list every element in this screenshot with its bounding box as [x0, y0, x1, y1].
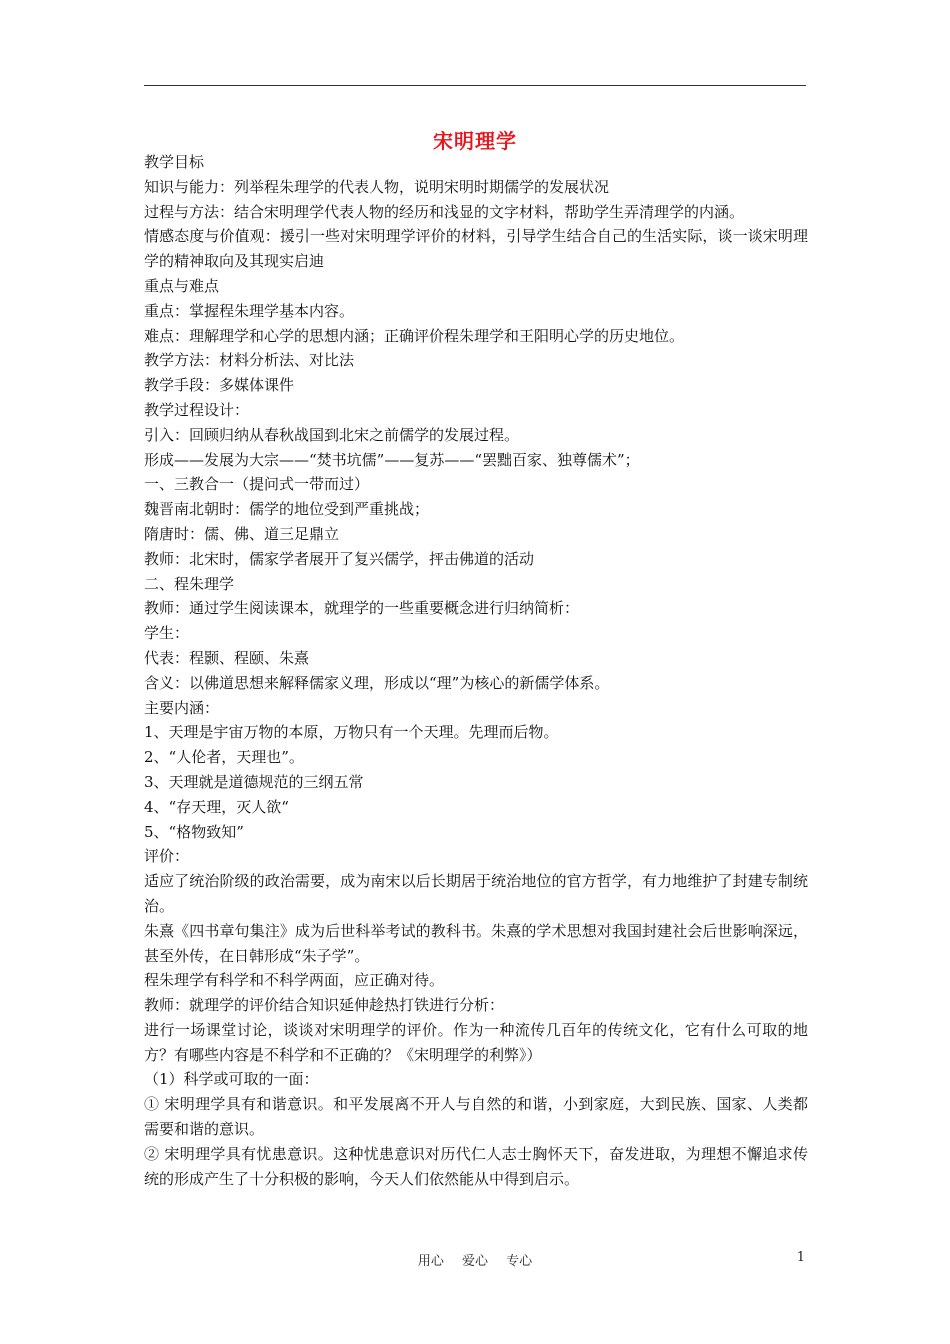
paragraph: 5、“格物致知” [144, 822, 244, 841]
paragraph: 程朱理学有科学和不科学两面，应正确对待。 [144, 971, 445, 990]
paragraph: 朱熹《四书章句集注》成为后世科举考试的教科书。朱熹的学术思想对我国封建社会后世影响深远，甚至外传，在日韩形成“朱子学”。 [144, 921, 808, 965]
paragraph: 评价： [144, 847, 190, 866]
paragraph: 教学过程设计： [144, 400, 250, 419]
paragraph: 重点与难点 [144, 276, 220, 295]
paragraph: 重点：掌握程朱理学基本内容。 [144, 301, 355, 320]
paragraph: 引入：回顾归纳从春秋战国到北宋之前儒学的发展过程。 [144, 425, 520, 444]
paragraph: 教学目标 [144, 153, 205, 171]
paragraph: 隋唐时：儒、佛、道三足鼎立 [144, 524, 340, 543]
paragraph: 代表：程颢、程颐、朱熹 [144, 648, 310, 667]
paragraph: 教学方法：材料分析法、对比法 [144, 351, 355, 370]
paragraph: 适应了统治阶级的政治需要，成为南宋以后长期居于统治地位的官方哲学，有力地维护了封建专制统治。 [144, 872, 808, 915]
paragraph: 二、程朱理学 [144, 574, 235, 593]
paragraph: ① 宋明理学具有和谐意识。和平发展离不开人与自然的和谐，小到家庭，大到民族、国家、人类都需要和谐的意识。 [144, 1095, 808, 1139]
paragraph: 4、“存天理，灭人欲“ [144, 797, 289, 816]
document-title: 宋明理学 [433, 129, 517, 153]
paragraph: 难点：理解理学和心学的思想内涵；正确评价程朱理学和王阳明心学的历史地位。 [144, 326, 685, 345]
paragraph: （1）科学或可取的一面： [144, 1070, 319, 1089]
footer-motto: 用心 爱心 专心 [417, 1254, 533, 1269]
paragraph: 教师：北宋时，儒家学者展开了复兴儒学，抨击佛道的活动 [144, 549, 535, 568]
paragraph: 1、天理是宇宙万物的本原，万物只有一个天理。先理而后物。 [144, 723, 559, 742]
paragraph: 过程与方法：结合宋明理学代表人物的经历和浅显的文字材料，帮助学生弄清理学的内涵。 [144, 202, 745, 221]
paragraph: 3、天理就是道德规范的三纲五常 [144, 772, 364, 791]
page-number: 1 [796, 1250, 805, 1265]
paragraph: 进行一场课堂讨论，谈谈对宋明理学的评价。作为一种流传几百年的传统文化，它有什么可取的地方？有哪些内容是不科学和不正确的？《宋明理学的利弊》） [144, 1020, 808, 1064]
paragraph: 魏晋南北朝时：儒学的地位受到严重挑战； [144, 500, 430, 519]
paragraph: 情感态度与价值观：援引一些对宋明理学评价的材料，引导学生结合自己的生活实际，谈一谈宋明理学的精神取向及其现实启迪 [144, 227, 808, 271]
paragraph: 教师：通过学生阅读课本，就理学的一些重要概念进行归纳简析： [144, 599, 580, 618]
paragraph: 形成——发展为大宗——“焚书坑儒”——复苏——“罢黜百家、独尊儒术”； [144, 450, 640, 469]
paragraph: 知识与能力：列举程朱理学的代表人物，说明宋明时期儒学的发展状况 [144, 177, 610, 196]
paragraph: ② 宋明理学具有忧患意识。这种忧患意识对历代仁人志士胸怀天下，奋发进取，为理想不懈追求传统的形成产生了十分积极的影响，今天人们依然能从中得到启示。 [144, 1144, 808, 1188]
paragraph: 一、三教合一（提问式一带而过） [144, 475, 370, 494]
paragraph: 含义：以佛道思想来解释儒家义理，形成以“理”为核心的新儒学体系。 [144, 673, 610, 692]
header-rule [144, 85, 806, 86]
paragraph: 学生： [144, 624, 190, 643]
paragraph: 教师：就理学的评价结合知识延伸趁热打铁进行分析： [144, 996, 505, 1015]
paragraph: 教学手段：多媒体课件 [144, 376, 295, 395]
document-body [144, 150, 808, 1191]
paragraph: 2、“人伦者，天理也”。 [144, 748, 304, 767]
paragraph: 主要内涵： [144, 698, 220, 717]
